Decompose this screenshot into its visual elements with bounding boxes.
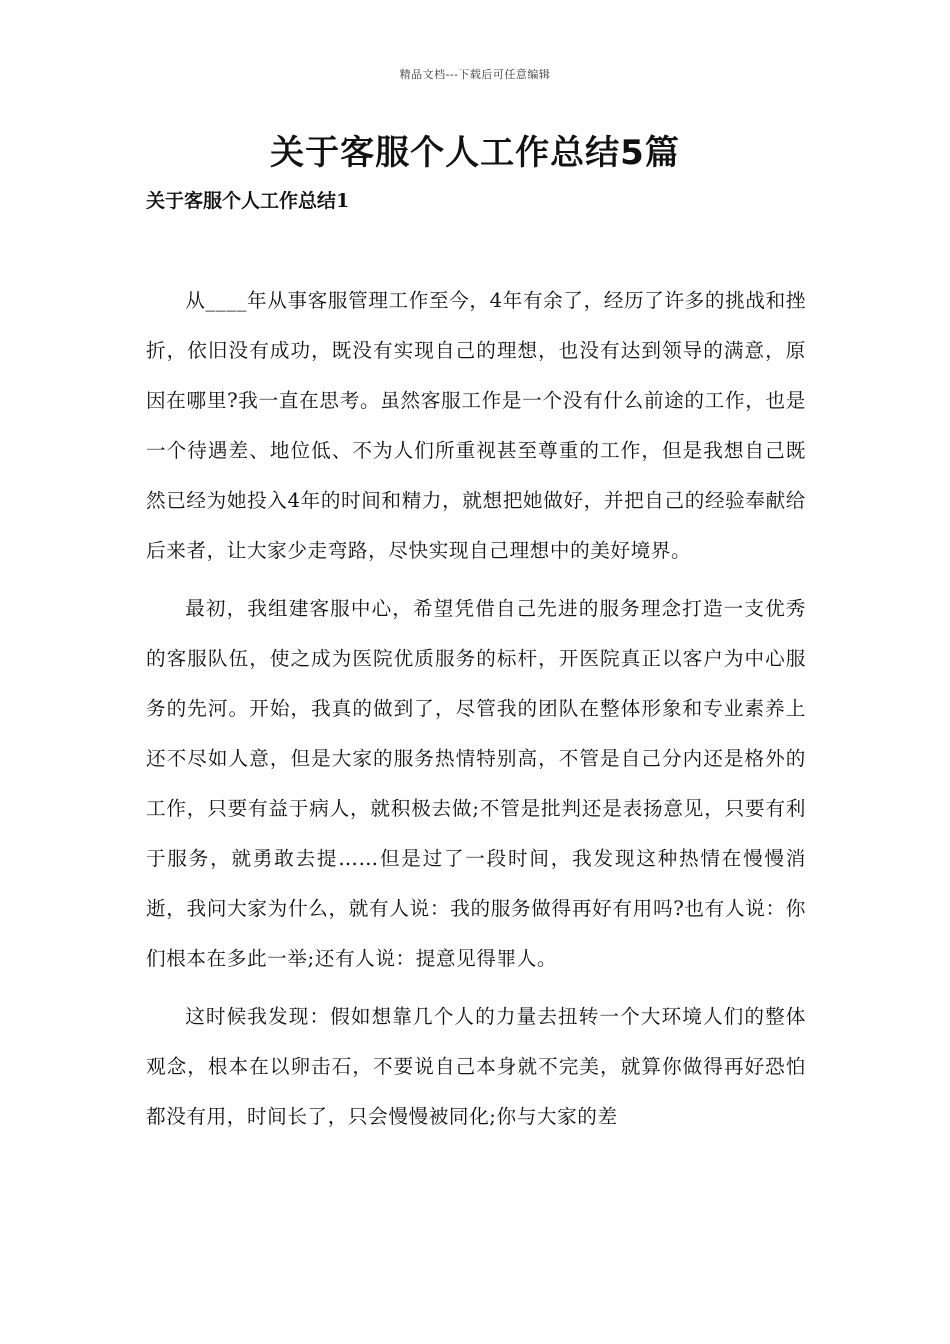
document-title: 关于客服个人工作总结5篇 bbox=[270, 133, 680, 173]
document-body bbox=[146, 276, 806, 1150]
section-title: 关于客服个人工作总结1 bbox=[146, 190, 350, 212]
paragraph: 从____年从事客服管理工作至今，4年有余了，经历了许多的挑战和挫折，依旧没有成功，既没有实现自己的理想，也没有达到领导的满意，原因在哪里?我一直在思考。虽然客服工作是一个没有什么前途的工作，也是一个待遇差、地位低、不为人们所重视甚至尊重的工作，但是我想自己既然已经为她投入4年的时间和精力，就想把她做好，并把自己的经验奉献给后来者，让大家少走弯路，尽快实现自己理想中的美好境界。 bbox=[146, 289, 806, 562]
paragraph: 这时候我发现：假如想靠几个人的力量去扭转一个大环境人们的整体观念，根本在以卵击石，不要说自己本身就不完美，就算你做得再好恐怕都没有用，时间长了，只会慢慢被同化;你与大家的差 bbox=[146, 1005, 806, 1128]
paragraph: 最初，我组建客服中心，希望凭借自己先进的服务理念打造一支优秀的客服队伍，使之成为医院优质服务的标杆，开医院真正以客户为中心服务的先河。开始，我真的做到了，尽管我的团队在整体形象和专业素养上还不尽如人意，但是大家的服务热情特别高，不管是自己分内还是格外的工作，只要有益于病人，就积极去做;不管是批判还是表扬意见，只要有利于服务，就勇敢去提……但是过了一段时间，我发现这种热情在慢慢消逝，我问大家为什么，就有人说：我的服务做得再好有用吗?也有人说：你们根本在多此一举;还有人说：提意见得罪人。 bbox=[146, 597, 806, 970]
header-note: 精品文档---下载后可任意编辑 bbox=[399, 68, 551, 81]
